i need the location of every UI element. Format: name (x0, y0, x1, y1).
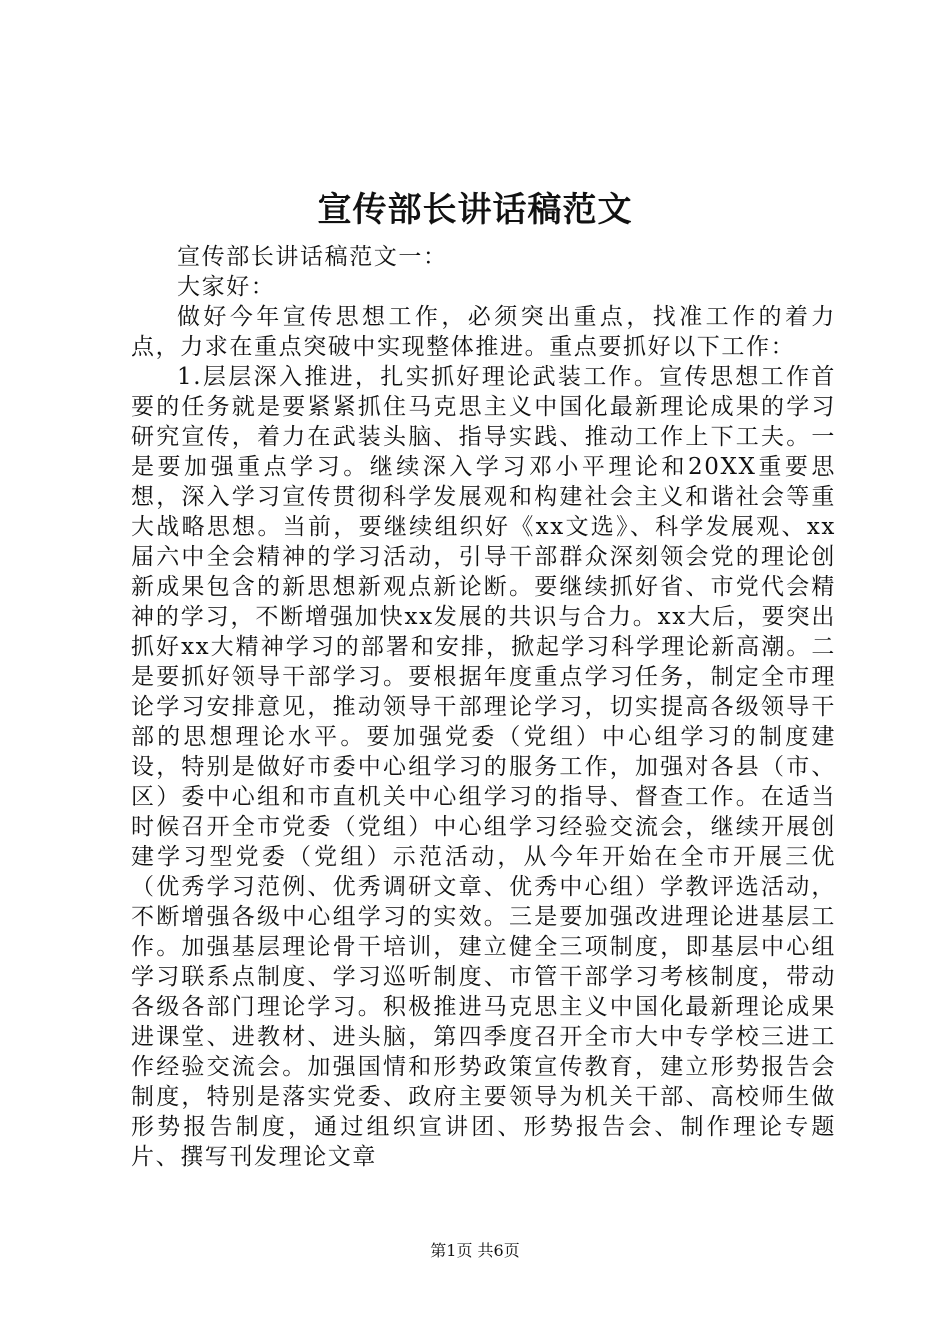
paragraph-heading: 宣传部长讲话稿范文一： (177, 244, 448, 270)
paragraph-intro: 做好今年宣传思想工作，必须突出重点，找准工作的着力点，力求在重点突破中实现整体推进。重点要抓好以下工作： (131, 304, 836, 360)
document-body (131, 242, 836, 1172)
paragraph-main: 1.层层深入推进，扎实抓好理论武装工作。宣传思想工作首要的任务就是要紧紧抓住马克思主义中国化最新理论成果的学习研究宣传，着力在武装头脑、指导实践、推动工作上下工夫。一是要加强重点学习。继续深入学习邓小平理论和20XX重要思想，深入学习宣传贯彻科学发展观和构建社会主义和谐社会等重大战略思想。当前，要继续组织好《xx文选》、科学发展观、xx届六中全会精神的学习活动，引导干部群众深刻领会党的理论创新成果包含的新思想新观点新论断。要继续抓好省、市党代会精神的学习，不断增强加快xx发展的共识与合力。xx大后，要突出抓好xx大精神学习的部署和安排，掀起学习科学理论新高潮。二是要抓好领导干部学习。要根据年度重点学习任务，制定全市理论学习安排意见，推动领导干部理论学习，切实提高各级领导干部的思想理论水平。要加强党委（党组）中心组学习的制度建设，特别是做好市委中心组学习的服务工作，加强对各县（市、区）委中心组和市直机关中心组学习的指导、督查工作。在适当时候召开全市党委（党组）中心组学习经验交流会，继续开展创建学习型党委（党组）示范活动，从今年开始在全市开展三优（优秀学习范例、优秀调研文章、优秀中心组）学教评选活动，不断增强各级中心组学习的实效。三是要加强改进理论进基层工作。加强基层理论骨干培训，建立健全三项制度，即基层中心组学习联系点制度、学习巡听制度、市管干部学习考核制度，带动各级各部门理论学习。积极推进马克思主义中国化最新理论成果进课堂、进教材、进头脑，第四季度召开全市大中专学校三进工作经验交流会。加强国情和形势政策宣传教育，建立形势报告会制度，特别是落实党委、政府主要领导为机关干部、高校师生做形势报告制度，通过组织宣讲团、形势报告会、制作理论专题片、撰写刊发理论文章 (131, 364, 836, 1170)
paragraph-greeting: 大家好： (177, 274, 276, 300)
document-title: 宣传部长讲话稿范文 (317, 190, 633, 230)
page-footer: 第1页 共6页 (430, 1241, 520, 1260)
